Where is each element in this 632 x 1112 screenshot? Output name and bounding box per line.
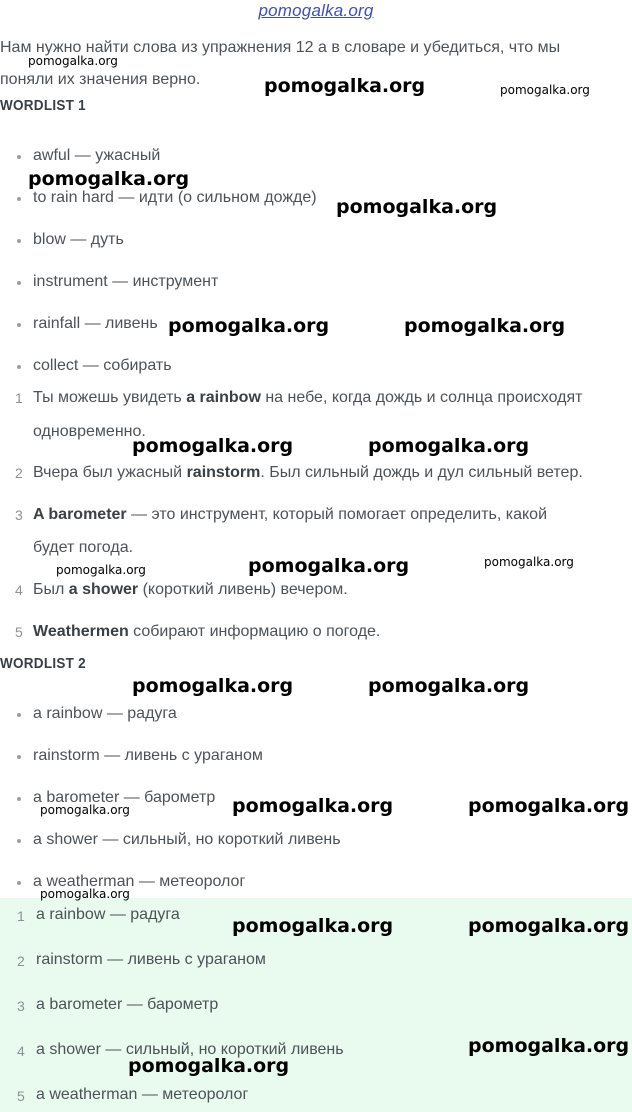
watermark-text: pomogalka.org xyxy=(368,435,530,457)
bullet-dot-icon xyxy=(17,281,21,285)
list-item: rainfall — ливень xyxy=(33,315,158,332)
watermark-text: pomogalka.org xyxy=(248,555,410,577)
bullet-dot-icon xyxy=(17,839,21,843)
watermark-text: pomogalka.org xyxy=(336,196,498,218)
list-item: rainstorm — ливень с ураганом xyxy=(33,747,263,764)
watermark-text: pomogalka.org xyxy=(468,795,630,817)
answer-number: 5 xyxy=(17,1088,25,1104)
sentence-number: 1 xyxy=(15,390,23,406)
list-item: a rainbow — радуга xyxy=(33,705,177,722)
watermark-text: pomogalka.org xyxy=(468,1035,630,1057)
watermark-text: pomogalka.org xyxy=(404,315,566,337)
list-item: a barometer — барометр xyxy=(33,789,216,806)
sentence-line: Вчера был ужасный rainstorm. Был сильный дождь и дул сильный ветер. xyxy=(33,464,583,481)
answer-number: 4 xyxy=(17,1043,25,1059)
answer-item: a weatherman — метеоролог xyxy=(36,1086,249,1103)
bullet-dot-icon xyxy=(17,881,21,885)
watermark-text: pomogalka.org xyxy=(232,915,394,937)
list-item: a weatherman — метеоролог xyxy=(33,873,246,890)
list-item: to rain hard — идти (о сильном дожде) xyxy=(33,189,317,206)
watermark-text: pomogalka.org xyxy=(368,675,530,697)
answer-item: a rainbow — радуга xyxy=(36,906,180,923)
bullet-dot-icon xyxy=(17,197,21,201)
watermark-text: pomogalka.org xyxy=(132,675,294,697)
bullet-dot-icon xyxy=(17,323,21,327)
watermark-text: pomogalka.org xyxy=(168,315,330,337)
list-item: instrument — инструмент xyxy=(33,273,219,290)
bullet-dot-icon xyxy=(17,797,21,801)
watermark-text: pomogalka.org xyxy=(500,83,590,97)
sentence-line: Weathermen собирают информацию о погоде. xyxy=(33,623,381,640)
sentence-number: 3 xyxy=(15,507,23,523)
sentence-line: A barometer — это инструмент, который помогает определить, какой xyxy=(33,506,548,523)
sentence-line: Был a shower (короткий ливень) вечером. xyxy=(33,581,348,598)
list-item: a shower — сильный, но короткий ливень xyxy=(33,831,341,848)
sentence-continuation: будет погода. xyxy=(33,539,134,556)
watermark-text: pomogalka.org xyxy=(132,435,294,457)
watermark-text: pomogalka.org xyxy=(28,168,190,190)
sentence-number: 2 xyxy=(15,465,23,481)
answer-item: a shower — сильный, но короткий ливень xyxy=(36,1041,344,1058)
answer-number: 2 xyxy=(17,953,25,969)
answer-item: a barometer — барометр xyxy=(36,996,219,1013)
watermark-text: pomogalka.org xyxy=(28,54,118,68)
sentence-line: Ты можешь увидеть a rainbow на небе, когда дождь и солнца происходят xyxy=(33,389,583,406)
answer-item: rainstorm — ливень с ураганом xyxy=(36,951,266,968)
bullet-dot-icon xyxy=(17,155,21,159)
wordlist-2-heading: WORDLIST 2 xyxy=(0,655,86,672)
bullet-dot-icon xyxy=(17,713,21,717)
bullet-dot-icon xyxy=(17,755,21,759)
watermark-text: pomogalka.org xyxy=(40,887,130,901)
sentence-continuation: одновременно. xyxy=(33,423,146,440)
watermark-text: pomogalka.org xyxy=(468,915,630,937)
site-header-link[interactable]: pomogalka.org xyxy=(258,1,374,20)
list-item: blow — дуть xyxy=(33,231,124,248)
sentence-number: 5 xyxy=(15,624,23,640)
watermark-text: pomogalka.org xyxy=(128,1055,290,1077)
watermark-text: pomogalka.org xyxy=(232,795,394,817)
bullet-dot-icon xyxy=(17,365,21,369)
list-item: awful — ужасный xyxy=(33,147,161,164)
intro-text: Нам нужно найти слова из упражнения 12 а в словаре и убедиться, что мы поняли их значения верно. xyxy=(0,39,561,88)
list-item: collect — собирать xyxy=(33,357,172,374)
watermark-text: pomogalka.org xyxy=(484,555,574,569)
wordlist-1-heading: WORDLIST 1 xyxy=(0,97,86,114)
answer-number: 3 xyxy=(17,998,25,1014)
answer-number: 1 xyxy=(17,908,25,924)
bullet-dot-icon xyxy=(17,239,21,243)
sentence-number: 4 xyxy=(15,582,23,598)
watermark-text: pomogalka.org xyxy=(264,75,426,97)
watermark-text: pomogalka.org xyxy=(40,803,130,817)
watermark-text: pomogalka.org xyxy=(56,563,146,577)
